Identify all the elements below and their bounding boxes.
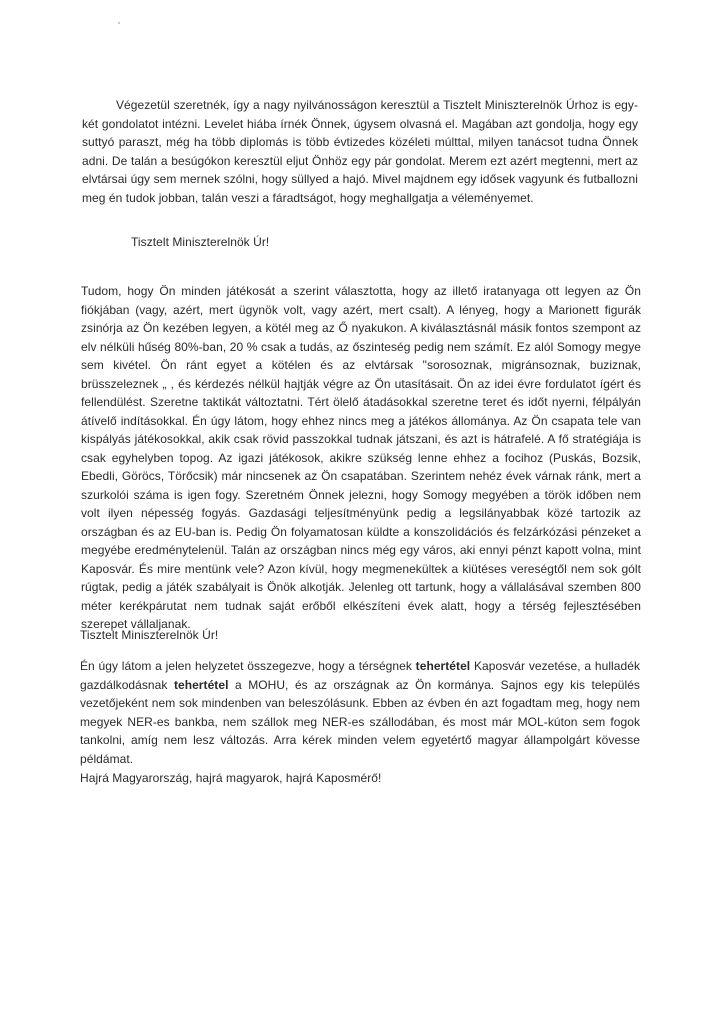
final-paragraph (80, 657, 640, 768)
final-paragraph-part-c: a MOHU, és az országnak az Ön kormánya. Sajnos egy kis település vezetőjeként nem sok mindenben van beleszólásunk. Ebben az évben én azt fogadtam meg, hogy nem megyek NER-es bankba, nem szállok meg NER-es szállodában, és most már MOL-kúton sem fogok tankolni, amíg nem lesz változás. Arra kérek minden velem egyetértő magyar állampolgárt kövesse példámat. (80, 677, 640, 766)
salutation-first: Tisztelt Miniszterelnök Úr! (131, 235, 270, 249)
final-paragraph-part-a: Én úgy látom a jelen helyzetet összegezve, hogy a térségnek (80, 659, 416, 673)
bold-term-first: tehertétel (415, 659, 471, 673)
body-paragraph: Tudom, hogy Ön minden játékosát a szerint választotta, hogy az illető iratanyaga ott legyen az Ön fiókjában (vagy, azért, mert ügynök volt, vagy azért, mert csalt). A lényeg, hogy a Marionett figurák zsinórja az Ön kezében legyen, a kötél meg az Ő nyakukon. A kiválasztásnál másik fontos szempont az elv nélküli hűség 80%-ban, 20 % csak a tudás, az őszinteség pedig nem számít. Ez alól Somogy megye sem kivétel. Ön ránt egyet a kötélen és az elvtársak "sorosoznak, migránsoznak, buziznak, brüsszeleznek „ , és kérdezés nélkül hajtják végre az Ön utasításait. Ön az idei évre fordulatot ígért és fellendülést. Szeretne taktikát változtatni. Tért ölelő átadásokkal szeretne teret és időt nyerni, félpályán átívelő indításokkal. Én úgy látom, hogy ehhez nincs meg a játékos állománya. Az Ön csapata tele van kispályás játékosokkal, akik csak rövid passzokkal tudnak játszani, és azt is hátrafelé. A fő stratégiája is csak egyhelyben topog. Az igazi játékosok, akikre szükség lenne ehhez a focihoz (Puskás, Bozsik, Ebedli, Göröcs, Törőcsik) már nincsenek az Ön csapatában. Szerintem nehéz évek várnak ránk, mert a szurkolói száma is igen fogy. Szeretném Önnek jelezni, hogy Somogy megyében a török időben nem volt ilyen népesség fogyás. Gazdasági teljesítményünk pedig a legsilányabbak közé tartozik az országban és az EU-ban is. Pedig Ön folyamatosan küldte a konszolidációs és felzárkózási pénzeket a megyébe eredménytelenül. Talán az országban nincs még egy város, aki ennyi pénzt kapott volna, mint Kaposvár. És mire mentünk vele? Azon kívül, hogy megmenekültek a kiütéses vereségtől nem sok gólt rúgtak, pedig a játék szabályait is Önök alkotják. Jelenleg ott tartunk, hogy a vállalásával szemben 800 méter kerékpárutat nem tudnak saját erőből elkészíteni évek alatt, hogy a térség fejlesztésében szerepet vállaljanak. (81, 284, 641, 631)
bold-term-second: tehertétel (173, 677, 229, 692)
intro-paragraph: Végezetül szeretnék, így a nagy nyilvánosságon keresztül a Tisztelt Miniszterelnök Úrhoz is egy-két gondolatot intézni. Levelet hiába írnék Önnek, úgysem olvasná el. Magában azt gondolja, hogy egy suttyó paraszt, még ha több diplomás is több évtizedes közéleti múlttal, milyen tanácsot tudna Önnek adni. De talán a besúgókon keresztül eljut Önhöz egy pár gondolat. Merem ezt azért megtenni, mert az elvtársai úgy sem mernek szólni, hogy süllyed a hajó. Mivel majdnem egy idősek vagyunk és futballozni meg én tudok jobban, talán veszi a fáradtságot, hogy meghallgatja a véleményemet. (82, 98, 638, 205)
salutation-second: Tisztelt Miniszterelnök Úr! (80, 628, 219, 642)
closing-line: Hajrá Magyarország, hajrá magyarok, hajrá Kaposmérő! (80, 771, 382, 785)
scan-mark (118, 22, 120, 24)
final-paragraph-part-b: Kaposvár vezetése, a hulladék gazdálkodásnak (80, 659, 640, 692)
